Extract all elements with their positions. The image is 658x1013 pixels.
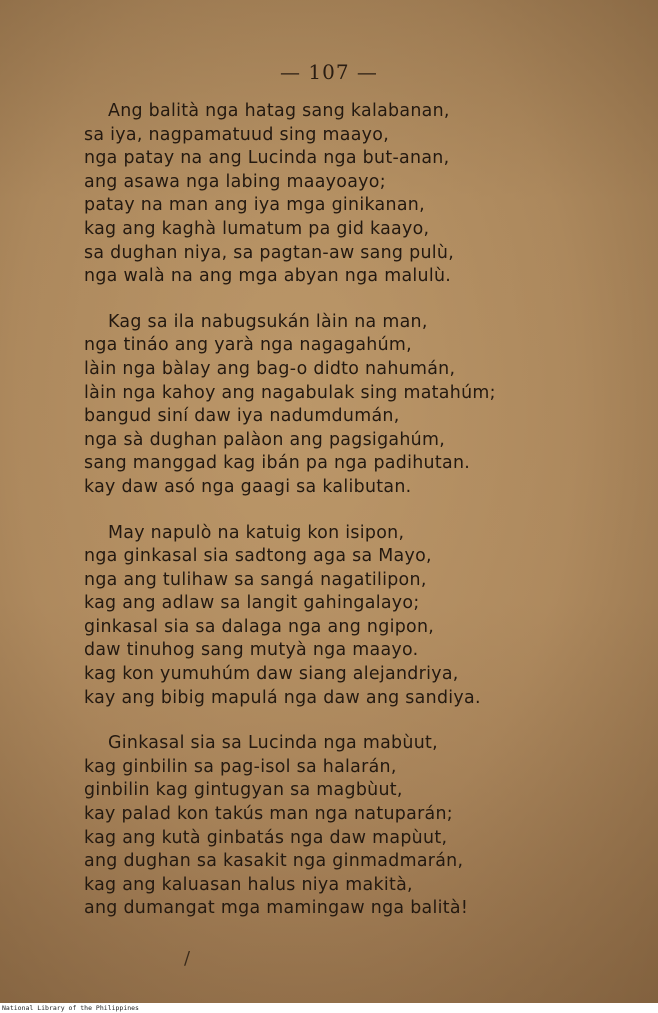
stanza [84, 311, 604, 500]
poem-line: patay na man ang iya mga ginikanan, [84, 195, 425, 216]
poem-line: sang manggad kag ibán pa nga padihutan. [84, 453, 471, 474]
poem-line: sa iya, nagpamatuud sing maayo, [84, 124, 390, 145]
poem-line: ang dumangat mga mamingaw nga balità! [84, 898, 469, 919]
poem-line: ginbilin kag gintugyan sa magbùut, [84, 780, 403, 801]
poem-line: sa dughan niya, sa pagtan-aw sang pulù, [84, 242, 455, 263]
poem-line: nga sà dughan palàon ang pagsigahúm, [84, 429, 446, 450]
poem-line: kag ang adlaw sa langit gahingalayo; [84, 593, 420, 614]
library-credit: National Library of the Philippines [0, 1003, 658, 1013]
stanza [84, 732, 604, 921]
poem-line: Ginkasal sia sa Lucinda nga mabùut, [108, 733, 438, 754]
poem-line: daw tinuhog sang mutyà nga maayo. [84, 640, 419, 661]
poem-line: kag ginbilin sa pag-isol sa halarán, [84, 756, 397, 777]
poem-line: ginkasal sia sa dalaga nga ang ngipon, [84, 616, 435, 637]
poem-line: kag ang kaghà lumatum pa gid kaayo, [84, 218, 430, 239]
footnote-mark: / [184, 948, 191, 969]
poem-line: ang asawa nga labing maayoayo; [84, 171, 386, 192]
poem-body [84, 100, 604, 943]
poem-line: kay daw asó nga gaagi sa kalibutan. [84, 476, 412, 497]
poem-line: nga walà na ang mga abyan nga malulù. [84, 266, 452, 287]
poem-line: ang dughan sa kasakit nga ginmadmarán, [84, 851, 464, 872]
poem-line: nga ang tulihaw sa sangá nagatilipon, [84, 569, 427, 590]
poem-line: Kag sa ila nabugsukán làin na man, [108, 311, 428, 332]
poem-line: nga ginkasal sia sadtong aga sa Mayo, [84, 546, 432, 567]
poem-line: làin nga kahoy ang nagabulak sing matahúm; [84, 382, 496, 403]
stanza [84, 100, 604, 289]
poem-line: nga tináo ang yarà nga nagagahúm, [84, 335, 413, 356]
poem-line: May napulò na katuig kon isipon, [108, 522, 405, 543]
poem-line: nga patay na ang Lucinda nga but-anan, [84, 148, 450, 169]
poem-line: bangud siní daw iya nadumdumán, [84, 406, 400, 427]
poem-line: làin nga bàlay ang bag-o didto nahumán, [84, 358, 456, 379]
poem-line: kay ang bibig mapulá nga daw ang sandiya. [84, 687, 481, 708]
poem-line: kay palad kon takús man nga natuparán; [84, 804, 453, 825]
poem-line: Ang balità nga hatag sang kalabanan, [108, 101, 450, 121]
poem-line: kag ang kaluasan halus niya makità, [84, 874, 413, 895]
poem-line: kag ang kutà ginbatás nga daw mapùut, [84, 827, 448, 848]
page-number: — 107 — [280, 60, 378, 84]
poem-line: kag kon yumuhúm daw siang alejandriya, [84, 664, 459, 685]
stanza [84, 522, 604, 711]
